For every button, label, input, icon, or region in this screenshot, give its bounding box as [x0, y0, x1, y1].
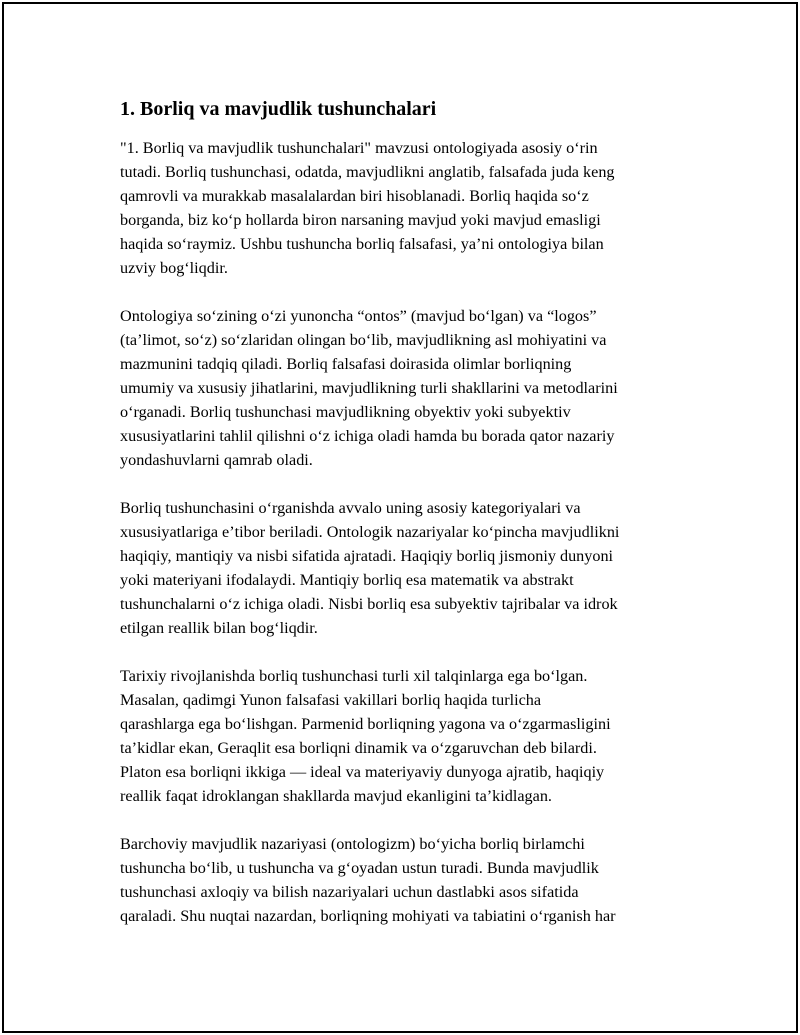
text-line: Platon esa borliqni ikkiga — ideal va materiyaviy dunyoga ajratib, haqiqiy — [120, 763, 605, 781]
text-line: qamrovli va murakkab masalalardan biri hisoblanadi. Borliq haqida soʻz — [120, 187, 589, 205]
text-line: borganda, biz koʻp hollarda biron narsaning mavjud yoki mavjud emasligi — [120, 211, 601, 229]
text-line: etilgan reallik bilan bogʻliqdir. — [120, 619, 318, 637]
text-line: oʻrganadi. Borliq tushunchasi mavjudlikning obyektiv yoki subyektiv — [120, 403, 571, 421]
text-line: (taʼlimot, soʻz) soʻzlaridan olingan boʻlib, mavjudlikning asl mohiyatini va — [120, 331, 607, 349]
text-line: tushuncha boʻlib, u tushuncha va gʻoyadan ustun turadi. Bunda mavjudlik — [120, 859, 599, 877]
text-line: haqiqiy, mantiqiy va nisbi sifatida ajratadi. Haqiqiy borliq jismoniy dunyoni — [120, 547, 614, 565]
section-title: 1. Borliq va mavjudlik tushunchalari — [120, 98, 437, 120]
text-line: Borliq tushunchasini oʻrganishda avvalo uning asosiy kategoriyalari va — [120, 499, 581, 517]
text-line: reallik faqat idroklangan shakllarda mavjud ekanligini taʼkidlagan. — [120, 787, 552, 805]
text-line: xususiyatlarini tahlil qilishni oʻz ichiga oladi hamda bu borada qator nazariy — [120, 427, 615, 445]
paragraph — [120, 304, 695, 472]
text-line: "1. Borliq va mavjudlik tushunchalari" mavzusi ontologiyada asosiy oʻrin — [120, 139, 598, 157]
text-line: umumiy va xususiy jihatlarini, mavjudlikning turli shakllarini va metodlarini — [120, 379, 618, 397]
document-content — [120, 96, 695, 952]
paragraph — [120, 136, 695, 280]
text-line: taʼkidlar ekan, Geraqlit esa borliqni dinamik va oʻzgaruvchan deb bilardi. — [120, 739, 597, 757]
text-line: tushunchasi axloqiy va bilish nazariyalari uchun dastlabki asos sifatida — [120, 883, 579, 901]
paragraph-list — [120, 136, 695, 928]
text-line: qarashlarga ega boʻlishgan. Parmenid borliqning yagona va oʻzgarmasligini — [120, 715, 611, 733]
document-page — [2, 2, 798, 1033]
text-line: haqida soʻraymiz. Ushbu tushuncha borliq falsafasi, yaʼni ontologiya bilan — [120, 235, 604, 253]
text-line: tushunchalarni oʻz ichiga oladi. Nisbi borliq esa subyektiv tajribalar va idrok — [120, 595, 618, 613]
text-line: yondashuvlarni qamrab oladi. — [120, 451, 313, 469]
text-line: Masalan, qadimgi Yunon falsafasi vakillari borliq haqida turlicha — [120, 691, 542, 709]
paragraph — [120, 496, 695, 640]
text-line: mazmunini tadqiq qiladi. Borliq falsafasi doirasida olimlar borliqning — [120, 355, 572, 373]
text-line: Barchoviy mavjudlik nazariyasi (ontologizm) boʻyicha borliq birlamchi — [120, 835, 585, 853]
text-line: Tarixiy rivojlanishda borliq tushunchasi turli xil talqinlarga ega boʻlgan. — [120, 667, 588, 685]
text-line: xususiyatlariga eʼtibor beriladi. Ontologik nazariyalar koʻpincha mavjudlikni — [120, 523, 620, 541]
text-line: qaraladi. Shu nuqtai nazardan, borliqning mohiyati va tabiatini oʻrganish har — [120, 907, 616, 925]
text-line: tutadi. Borliq tushunchasi, odatda, mavjudlikni anglatib, falsafada juda keng — [120, 163, 615, 181]
text-line: yoki materiyani ifodalaydi. Mantiqiy borliq esa matematik va abstrakt — [120, 571, 574, 589]
paragraph — [120, 832, 695, 928]
text-line: uzviy bogʻliqdir. — [120, 259, 228, 277]
paragraph — [120, 664, 695, 808]
text-line: Ontologiya soʻzining oʻzi yunoncha “ontos” (mavjud boʻlgan) va “logos” — [120, 307, 597, 325]
